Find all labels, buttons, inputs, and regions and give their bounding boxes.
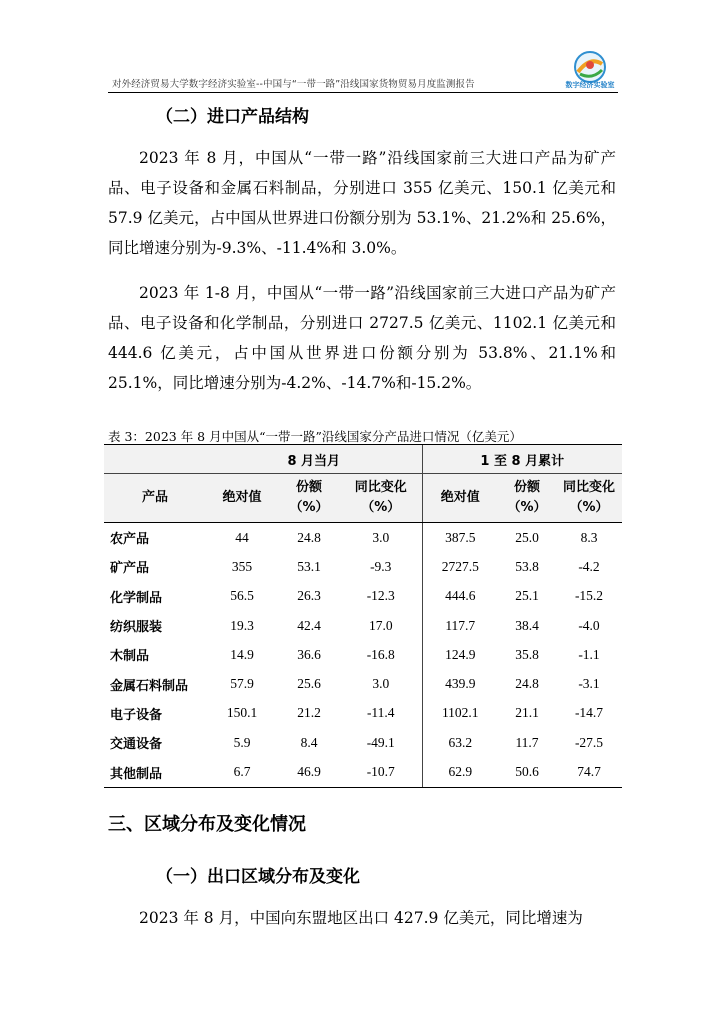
- row-cum-abs: 439.9: [422, 669, 498, 698]
- row-month-share: 36.6: [297, 646, 321, 662]
- col-header-cum-yoy-label: 同比变化: [562, 480, 615, 495]
- row-product-name: 电子设备: [110, 707, 163, 723]
- table-row: [104, 640, 622, 669]
- row-month-share: 25.6: [297, 676, 321, 692]
- row-month-yoy: -10.7: [340, 757, 422, 787]
- table-row: [104, 699, 622, 728]
- row-cum-yoy: -15.2: [574, 588, 604, 604]
- row-product-name: 其他制品: [104, 757, 206, 787]
- row-cum-yoy: -4.2: [578, 558, 600, 574]
- row-cum-abs: 2727.5: [422, 552, 498, 581]
- row-month-yoy: -11.4: [366, 705, 395, 721]
- row-cum-abs: 63.2: [422, 728, 498, 757]
- row-cum-share: 50.6: [498, 757, 556, 787]
- col-header-month-share-label: 份额: [295, 480, 322, 495]
- row-month-abs: 150.1: [226, 705, 258, 721]
- row-month-abs: 14.9: [230, 646, 254, 662]
- row-cum-yoy: -4.0: [578, 617, 600, 633]
- row-month-yoy: -16.8: [366, 646, 395, 662]
- row-product-name: 纺织服装: [110, 620, 163, 636]
- row-cum-yoy: 74.7: [556, 757, 622, 787]
- col-header-month-yoy-label: 同比变化: [354, 480, 407, 495]
- table-row: [104, 728, 622, 757]
- group-header-month: 8 月当月: [206, 445, 422, 474]
- import-paragraph-jan-aug: 2023 年 1-8 月，中国从“一带一路”沿线国家前三大进口产品为矿产品、电子设备和化学制品，分别进口 2727.5 亿美元、1102.1 亿美元和 444.6 亿美元，占中国从世界进口份额分别为 53.8%、21.1%和 25.1%，同比增速分别为-4.2%、-14.7%和-15.2%。: [108, 284, 616, 392]
- row-month-abs: 6.7: [206, 757, 278, 787]
- region-section-heading: 三、区域分布及变化情况: [108, 814, 306, 835]
- col-header-month-share: [278, 474, 340, 523]
- col-header-cum-share-unit: （%）: [507, 500, 547, 515]
- row-cum-abs: 124.9: [422, 640, 498, 669]
- table-row: [104, 523, 622, 553]
- import-by-product-table: [104, 444, 622, 788]
- table-caption: 表 3：2023 年 8 月中国从“一带一路”沿线国家分产品进口情况（亿美元）: [108, 429, 522, 444]
- row-product-name: 农产品: [110, 532, 150, 548]
- col-header-month-share-unit: （%）: [289, 500, 329, 515]
- row-month-abs: 355: [231, 558, 253, 574]
- row-cum-yoy: -27.5: [574, 734, 604, 750]
- row-cum-abs: 62.9: [422, 757, 498, 787]
- table-row: [104, 552, 622, 581]
- table-row: [104, 611, 622, 640]
- row-cum-yoy: -1.1: [578, 646, 600, 662]
- import-paragraph-august: 2023 年 8 月，中国从“一带一路”沿线国家前三大进口产品为矿产品、电子设备和金属石料制品，分别进口 355 亿美元、150.1 亿美元和 57.9 亿美元，占中国从世界进口份额分别为 53.1%、21.2%和 25.6%，同比增速分别为-9.3%、-11.4%和 3.0%。: [108, 149, 616, 257]
- row-month-share: 26.3: [297, 588, 321, 604]
- row-cum-share: 35.8: [515, 646, 539, 662]
- row-product-name: 交通设备: [110, 737, 163, 753]
- row-cum-yoy: -14.7: [574, 705, 604, 721]
- table-corner-cell: [104, 445, 206, 474]
- row-cum-abs: 1102.1: [422, 699, 498, 728]
- col-header-month-yoy-unit: （%）: [361, 500, 401, 515]
- report-header: 对外经济贸易大学数字经济实验室--中国与“一带一路”沿线国家货物贸易月度监测报告: [112, 79, 475, 90]
- row-month-yoy: -49.1: [366, 734, 395, 750]
- row-product-name: 木制品: [110, 649, 150, 665]
- row-month-yoy: 3.0: [372, 676, 390, 692]
- row-cum-share: 11.7: [515, 734, 539, 750]
- table-row: [104, 757, 622, 787]
- col-header-month-yoy: [340, 474, 422, 523]
- row-month-share: 24.8: [297, 529, 321, 545]
- col-header-cum-yoy: [556, 474, 622, 523]
- row-month-abs: 5.9: [233, 734, 251, 750]
- row-month-yoy: -12.3: [366, 588, 395, 604]
- col-header-cum-abs: 绝对值: [422, 474, 498, 523]
- row-cum-yoy: -3.1: [578, 676, 600, 692]
- col-header-cum-yoy-unit: （%）: [569, 500, 609, 515]
- row-cum-abs: 444.6: [422, 582, 498, 611]
- logo-caption: 数字经济实验室: [565, 81, 615, 89]
- row-month-yoy: -9.3: [370, 558, 392, 574]
- row-cum-abs: 387.5: [422, 523, 498, 553]
- row-product-name: 矿产品: [110, 561, 150, 577]
- row-month-share: 42.4: [297, 617, 321, 633]
- row-month-share: 53.1: [297, 558, 321, 574]
- row-product-name: 化学制品: [110, 590, 163, 606]
- col-header-product: 产品: [104, 474, 206, 523]
- export-region-paragraph: 2023 年 8 月，中国向东盟地区出口 427.9 亿美元，同比增速为: [139, 909, 583, 927]
- row-month-yoy: 3.0: [372, 529, 390, 545]
- row-cum-share: 25.1: [515, 588, 539, 604]
- col-header-month-abs: 绝对值: [206, 474, 278, 523]
- row-month-abs: 57.9: [230, 676, 254, 692]
- table-row: [104, 669, 622, 698]
- row-cum-share: 21.1: [515, 705, 539, 721]
- row-cum-share: 38.4: [515, 617, 539, 633]
- row-month-abs: 44: [235, 529, 249, 545]
- group-header-cumulative: 1 至 8 月累计: [422, 445, 622, 474]
- row-month-yoy: 17.0: [368, 617, 393, 633]
- row-product-name: 金属石料制品: [110, 678, 189, 694]
- row-cum-share: 24.8: [515, 676, 539, 692]
- col-header-cum-share-label: 份额: [513, 480, 540, 495]
- export-region-subheading: （一）出口区域分布及变化: [156, 867, 360, 887]
- row-month-share: 46.9: [278, 757, 340, 787]
- row-month-abs: 56.5: [230, 588, 254, 604]
- row-month-share: 8.4: [300, 734, 318, 750]
- col-header-cum-share: [498, 474, 556, 523]
- table-row: [104, 582, 622, 611]
- row-cum-abs: 117.7: [422, 611, 498, 640]
- row-cum-yoy: 8.3: [580, 529, 598, 545]
- row-cum-share: 53.8: [515, 558, 539, 574]
- import-structure-heading: （二）进口产品结构: [156, 107, 309, 127]
- row-month-abs: 19.3: [230, 617, 254, 633]
- row-cum-share: 25.0: [515, 529, 539, 545]
- row-month-share: 21.2: [297, 705, 321, 721]
- header-divider: [108, 92, 618, 93]
